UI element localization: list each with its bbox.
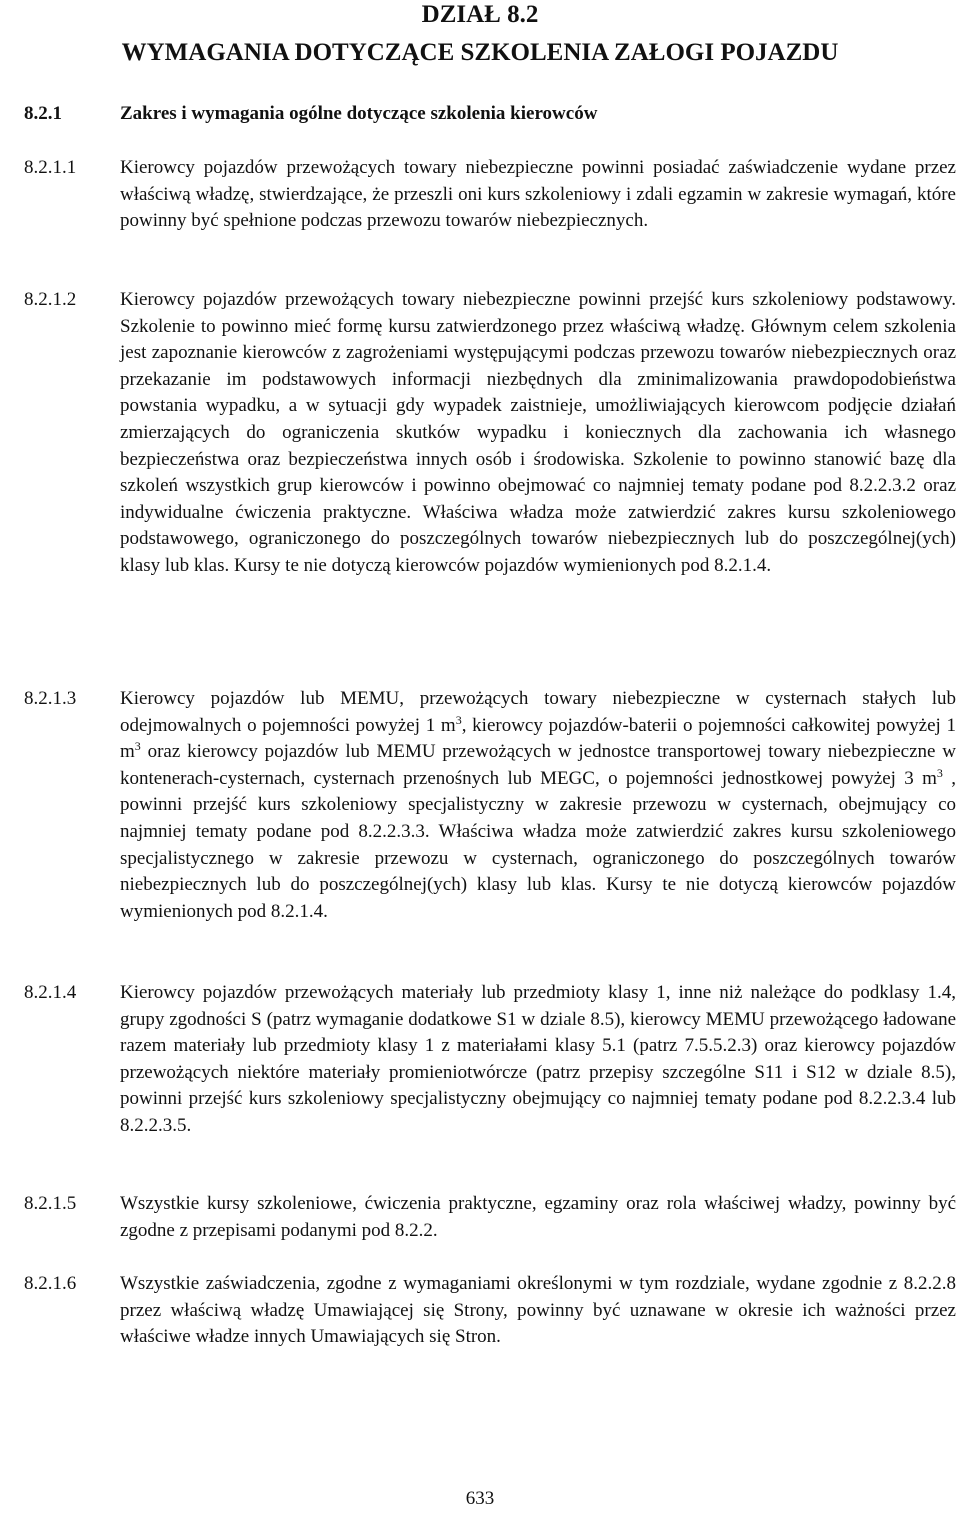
paragraph-number: 8.2.1.3 bbox=[24, 688, 77, 709]
paragraph-number: 8.2.1.6 bbox=[24, 1273, 77, 1294]
paragraph-text: Wszystkie kursy szkoleniowe, ćwiczenia praktyczne, egzaminy oraz rola właściwej władzy, powinny być zgodne z przepisami podanymi pod 8.2.2. bbox=[120, 1193, 956, 1241]
paragraph-number: 8.2.1.4 bbox=[24, 982, 77, 1003]
section-number: 8.2.1 bbox=[24, 103, 62, 124]
paragraph-text: Kierowcy pojazdów przewożących towary niebezpieczne powinni przejść kurs szkoleniowy podstawowy. Szkolenie to powinno mieć formę kursu zatwierdzonego przez właściwą władzę. Głównym celem szkolenia jest zapoznanie kierowców z zagrożeniami występującymi podczas przewozu towarów niebezpiecznych oraz przekazanie im podstawowych informacji niezbędnych dla zminimalizowania prawdopodobieństwa powstania wypadku, a w sytuacji gdy wypadek zaistnieje, umożliwiających kierowcom podjęcie działań zmierzających do ograniczenia skutków wypadku i koniecznych dla zachowania ich własnego bezpieczeństwa oraz bezpieczeństwa innych osób i środowiska. Szkolenie to powinno stanowić bazę dla szkoleń wszystkich grup kierowców i powinno obejmować co najmniej tematy podane pod 8.2.2.3.2 oraz indywidualne ćwiczenia praktyczne. Właściwa władza może zatwierdzić zakres kursu szkoleniowego podstawowego, ograniczonego do poszczególnych towarów niebezpiecznych lub do poszczególnej(ych) klasy lub klas. Kursy te nie dotyczą kierowców pojazdów wymienionych pod 8.2.1.4. bbox=[120, 289, 956, 576]
paragraph-number: 8.2.1.5 bbox=[24, 1193, 77, 1214]
paragraph-text-part: Kierowcy pojazdów lub MEMU, przewożących towary niebezpieczne w cysternach stałych lub odejmowalnych o pojemności powyżej 1 m bbox=[120, 688, 956, 736]
superscript: 3 bbox=[134, 739, 141, 754]
chapter-title: WYMAGANIA DOTYCZĄCE SZKOLENIA ZAŁOGI POJAZDU bbox=[121, 39, 839, 66]
paragraph-text: Kierowcy pojazdów przewożących towary niebezpieczne powinni posiadać zaświadczenie wydane przez właściwą władzę, stwierdzające, że przeszli oni kurs szkoleniowy i zdali egzamin w zakresie wymagań, które powinny być spełnione podczas przewozu towarów niebezpiecznych. bbox=[120, 157, 956, 232]
page-number: 633 bbox=[465, 1488, 495, 1509]
paragraph-text-part: oraz kierowcy pojazdów lub MEMU przewożących w jednostce transportowej towary niebezpieczne w kontenerach-cysternach, cysternach przenośnych lub MEGC, o pojemności jednostkowej powyżej 3 m bbox=[120, 741, 956, 789]
paragraph-text: Wszystkie zaświadczenia, zgodne z wymaganiami określonymi w tym rozdziale, wydane zgodnie z 8.2.2.8 przez właściwą władzę Umawiającej się Strony, powinny być uznawane w okresie ich ważności przez właściwe władze innych Umawiających się Stron. bbox=[120, 1273, 956, 1348]
chapter-heading: DZIAŁ 8.2 bbox=[421, 1, 539, 28]
paragraph-number: 8.2.1.1 bbox=[24, 157, 77, 178]
paragraph-number: 8.2.1.2 bbox=[24, 289, 77, 310]
paragraph-text bbox=[120, 686, 956, 925]
paragraph-text-part: , powinni przejść kurs szkoleniowy specjalistyczny w zakresie przewozu w cysternach, obejmujący co najmniej tematy podane pod 8.2.2.3.3. Właściwa władza może zatwierdzić zakres kursu szkoleniowego specjalistycznego w zakresie przewozu w cysternach, ograniczonego do poszczególnych towarów niebezpiecznych lub do poszczególnej(ych) klasy lub klas. Kursy te nie dotyczą kierowców pojazdów wymienionych pod 8.2.1.4. bbox=[120, 767, 957, 922]
superscript: 3 bbox=[455, 712, 462, 727]
section-title: Zakres i wymagania ogólne dotyczące szkolenia kierowców bbox=[120, 103, 598, 124]
paragraph-text-part: , kierowcy pojazdów-baterii o pojemności całkowitej powyżej 1 m bbox=[120, 714, 956, 763]
paragraph-text: Kierowcy pojazdów przewożących materiały lub przedmioty klasy 1, inne niż należące do podklasy 1.4, grupy zgodności S (patrz wymaganie dodatkowe S1 w dziale 8.5), kierowcy MEMU przewożącego ładowane razem materiały lub przedmioty klasy 1 z materiałami klasy 5.1 (patrz 7.5.5.2.3) oraz kierowcy pojazdów przewożących niektóre materiały promieniotwórcze (patrz przepisy szczególne S11 i S12 w dziale 8.5), powinni przejść kurs szkoleniowy specjalistyczny obejmujący co najmniej tematy podane pod 8.2.2.3.4 lub 8.2.2.3.5. bbox=[120, 982, 956, 1136]
superscript: 3 bbox=[936, 765, 943, 780]
